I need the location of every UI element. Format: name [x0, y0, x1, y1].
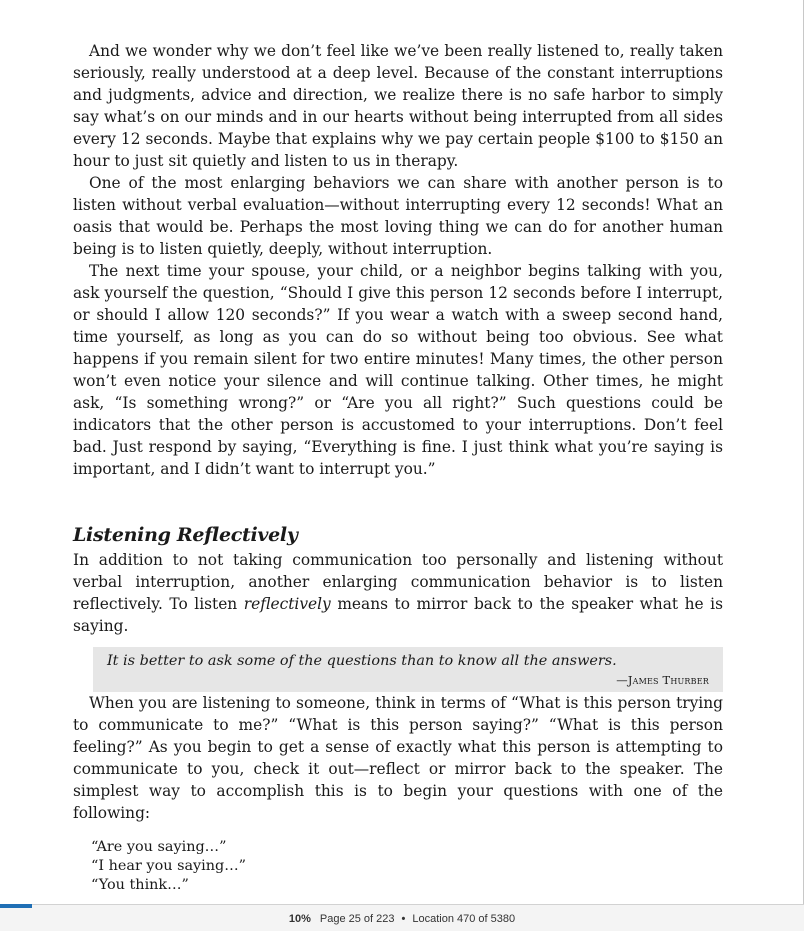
example-item: “You think…”: [91, 877, 189, 893]
quote-attribution: [616, 672, 709, 688]
quote-attribution-text: —James Thurber: [616, 673, 709, 687]
paragraph-2: One of the most enlarging behaviors we can share with another person is to listen without verbal evaluation—without interrupting every 12 seconds! What an oasis that would be. Perhaps the most loving thing we can do for another human being is to listen quietly, deeply, without interruption.: [73, 174, 723, 258]
section-intro-after: means to mirror back to the speaker what he is saying.: [73, 595, 723, 635]
separator-dot: •: [401, 913, 406, 925]
book-page: [73, 40, 723, 895]
reading-progress-fill: [0, 904, 32, 908]
paragraph-after-quote: When you are listening to someone, think in terms of “What is this person trying to communicate to me?” “What is this person saying?” “What is this person feeling?” As you begin to get a sense of exactly what this person is attempting to communicate to you, check it out—reflect or mirror back to the speaker. The simplest way to accomplish this is to begin your questions with one of the following:: [73, 694, 723, 822]
footer-status: [0, 912, 804, 926]
example-item: “I hear you saying…”: [91, 858, 246, 874]
reader-footer: [0, 904, 804, 931]
location-indicator: Location 470 of 5380: [412, 913, 516, 925]
page-indicator: Page 25 of 223: [319, 913, 395, 925]
quote-box: [93, 647, 723, 692]
example-list: [91, 838, 723, 895]
reading-progress-bar[interactable]: [0, 904, 804, 908]
section-intro-before: In addition to not taking communication too personally and listening without verbal interruption, another enlarging communication behavior is to listen reflectively. To listen: [73, 551, 723, 613]
paragraph-1: And we wonder why we don’t feel like we’ve been really listened to, really taken seriously, really understood at a deep level. Because of the constant interruptions and judgments, advice and direction, we realize there is no safe harbor to simply say what’s on our minds and in our hearts without being interrupted from all sides every 12 seconds. Maybe that explains why we pay certain people $100 to $150 an hour to just sit quietly and listen to us in therapy.: [73, 42, 723, 170]
quote-text: It is better to ask some of the questions than to know all the answers.: [107, 653, 617, 669]
section-heading: Listening Reflectively: [73, 524, 298, 546]
section-intro: [73, 549, 723, 637]
progress-percent: 10%: [288, 913, 311, 925]
example-item: “Are you saying…”: [91, 839, 227, 855]
paragraph-3: The next time your spouse, your child, or a neighbor begins talking with you, ask yourself the question, “Should I give this person 12 seconds before I interrupt, or should I allow 120 seconds?” If you wear a watch with a sweep second hand, time yourself, as long as you can do so without being too obvious. See what happens if you remain silent for two entire minutes! Many times, the other person won’t even notice your silence and will continue talking. Other times, he might ask, “Is something wrong?” or “Are you all right?” Such questions could be indicators that the other person is accustomed to your interruptions. Don’t feel bad. Just respond by saying, “Everything is fine. I just think what you’re saying is important, and I didn’t want to interrupt you.”: [73, 262, 723, 478]
section-intro-emphasis: reflectively: [243, 595, 331, 613]
